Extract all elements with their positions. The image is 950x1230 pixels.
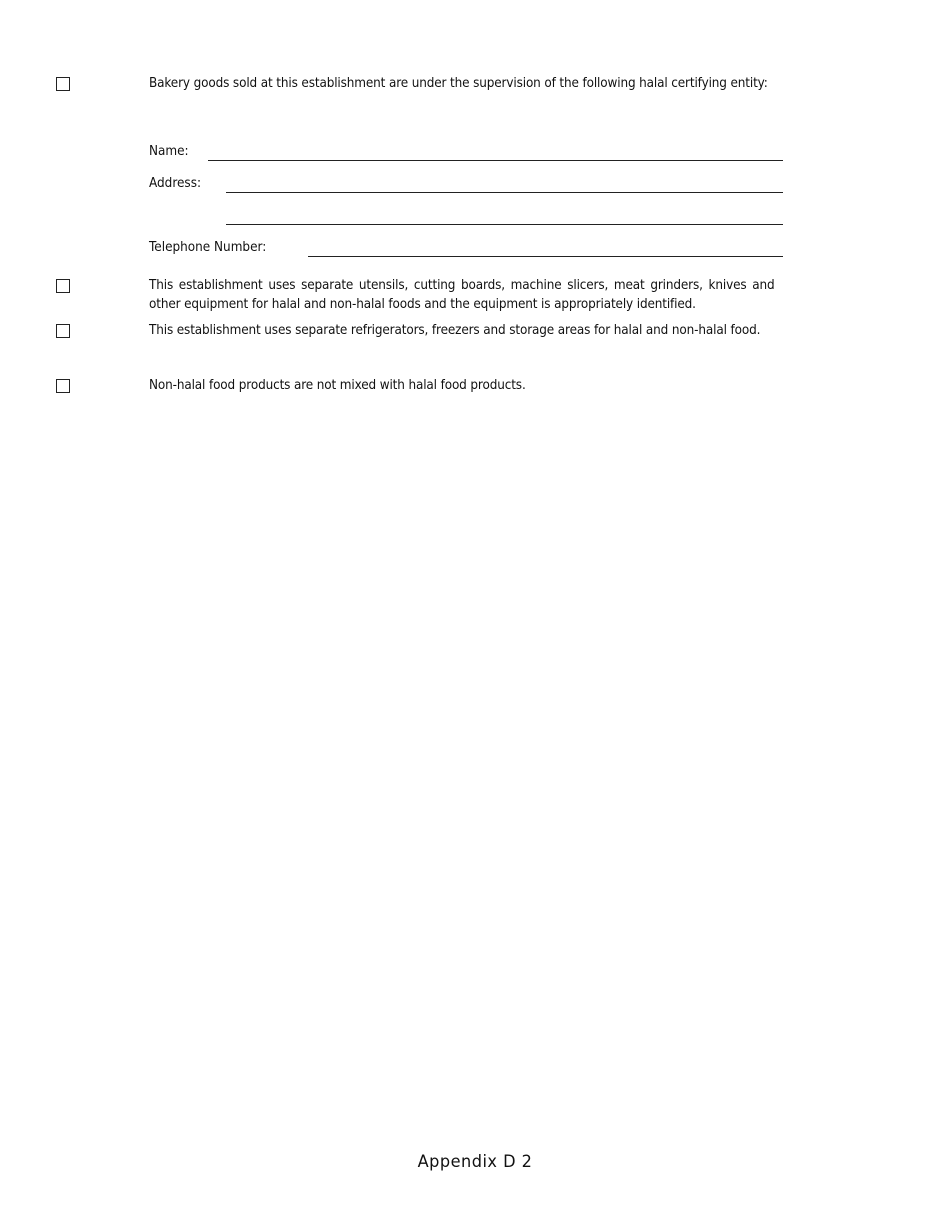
item-separate-equipment-text: This establishment uses separate utensils, cutting boards, machine slicers, meat grinders, knives and other equipment for halal and non-halal foods and the equipment is appropriately identified. [149, 278, 775, 312]
telephone-label: Telephone Number: [149, 240, 267, 255]
name-field[interactable] [208, 160, 783, 161]
checkbox-no-mixing[interactable] [56, 379, 70, 393]
telephone-field[interactable] [308, 256, 783, 257]
item-separate-storage-text: This establishment uses separate refrigerators, freezers and storage areas for halal and non-halal food. [149, 323, 761, 338]
name-label: Name: [149, 144, 189, 159]
address-field-line-2[interactable] [226, 224, 783, 225]
checkbox-halal-certifier[interactable] [56, 77, 70, 91]
item-halal-certifier-text: Bakery goods sold at this establishment are under the supervision of the following halal certifying entity: [149, 76, 768, 91]
page-footer-label: Appendix D 2 [417, 1152, 533, 1172]
checkbox-separate-storage[interactable] [56, 324, 70, 338]
address-label: Address: [149, 176, 202, 191]
checkbox-separate-equipment[interactable] [56, 279, 70, 293]
item-no-mixing-text: Non-halal food products are not mixed with halal food products. [149, 378, 526, 393]
address-field-line-1[interactable] [226, 192, 783, 193]
